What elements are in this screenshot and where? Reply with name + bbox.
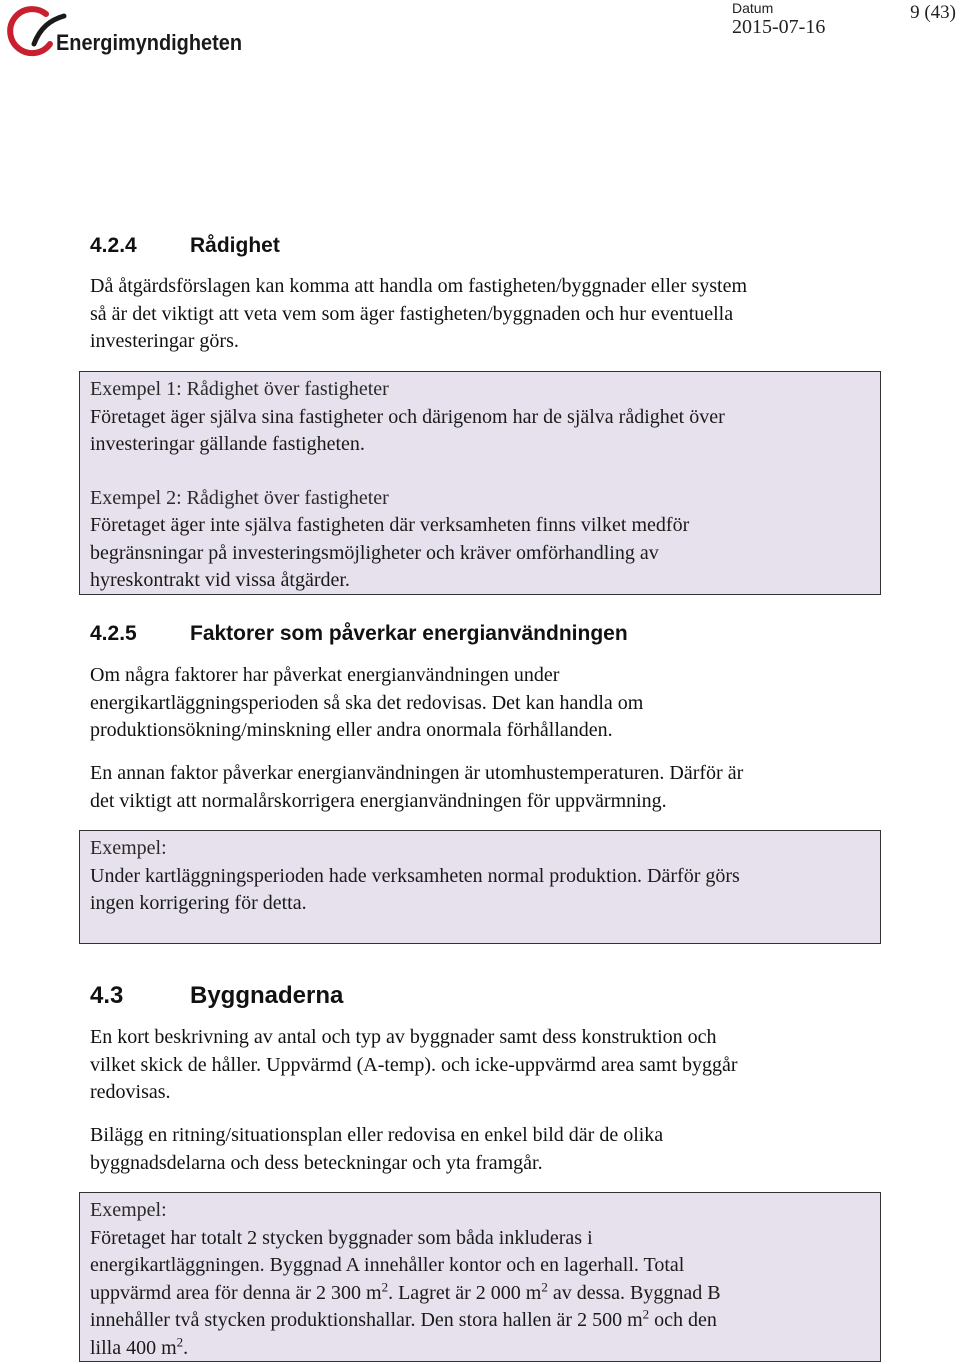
text-segment: och den [649, 1309, 717, 1331]
example-box-production [79, 830, 881, 944]
text-line: En kort beskrivning av antal och typ av byggnader samt dess konstruktion och [90, 1026, 717, 1048]
superscript: 2 [381, 1278, 389, 1294]
text-line [90, 1307, 870, 1335]
section-43-para-1 [90, 1024, 880, 1107]
text-segment: uppvärmd area för denna är 2 300 m [90, 1281, 382, 1304]
example-2-title: Exempel 2: Rådighet över fastigheter [90, 486, 389, 509]
text-line [90, 1335, 870, 1363]
heading-4-2-5 [90, 622, 628, 646]
text-line: Bilägg en ritning/situationsplan eller redovisa en enkel bild där de olika [90, 1124, 664, 1146]
heading-number: 4.2.5 [90, 622, 137, 645]
section-425-para-2 [90, 760, 880, 815]
text-segment: av dessa. Byggnad B [547, 1281, 721, 1304]
superscript: 2 [541, 1278, 548, 1294]
example-box-buildings [79, 1192, 881, 1362]
example-title: Exempel: [90, 1199, 167, 1221]
heading-4-3 [90, 982, 343, 1010]
text-line: så är det viktigt att veta vem som äger fastigheten/byggnaden och hur eventuella [90, 302, 734, 325]
text-line [90, 1280, 870, 1308]
text-line: Då åtgärdsförslagen kan komma att handla om fastigheten/byggnader eller system [90, 275, 748, 297]
text-line: Under kartläggningsperioden hade verksamheten normal produktion. Därför görs [90, 864, 740, 887]
text-line: det viktigt att normalårskorrigera energianvändningen för uppvärmning. [90, 789, 667, 812]
text-segment: innehåller två stycken produktionshallar. Den stora hallen är 2 500 m [90, 1309, 643, 1331]
text-line: energikartläggningen. Byggnad A innehåller kontor och en lagerhall. Total [90, 1254, 685, 1276]
example-box-radighet [79, 371, 881, 595]
text-line: energikartläggningsperioden så ska det redovisas. Det kan handla om [90, 691, 644, 714]
text-line: En annan faktor påverkar energianvändningen är utomhustemperaturen. Därför är [90, 762, 744, 784]
text-line: redovisas. [90, 1081, 171, 1103]
energimyndigheten-logo [6, 4, 246, 58]
heading-4-2-4 [90, 234, 280, 258]
superscript: 2 [176, 1333, 184, 1349]
section-424-body [90, 273, 880, 356]
heading-number: 4.3 [90, 982, 124, 1009]
heading-number: 4.2.4 [90, 234, 137, 257]
text-segment: . Lagret är 2 000 m [388, 1281, 542, 1304]
text-segment: . [183, 1336, 189, 1359]
logo-wordmark: Energimyndigheten [56, 30, 242, 55]
page-header [0, 0, 960, 70]
text-line: ingen korrigering för detta. [90, 892, 307, 914]
text-segment: lilla 400 m [90, 1336, 177, 1359]
page-number: 9 (43) [910, 2, 956, 23]
text-line: investeringar gällande fastigheten. [90, 433, 365, 455]
text-line: Företaget har totalt 2 stycken byggnader som båda inkluderas i [90, 1226, 593, 1249]
date-label: Datum [732, 0, 774, 16]
date-value: 2015-07-16 [732, 16, 826, 38]
superscript: 2 [642, 1306, 650, 1322]
section-43-para-2 [90, 1122, 880, 1177]
example-1-title: Exempel 1: Rådighet över fastigheter [90, 378, 389, 400]
text-line: byggnadsdelarna och dess beteckningar och yta framgår. [90, 1151, 543, 1174]
text-line: hyreskontrakt vid vissa åtgärder. [90, 569, 350, 591]
text-line: Företaget äger inte själva fastigheten där verksamheten finns vilket medför [90, 514, 690, 536]
text-line: investeringar görs. [90, 330, 239, 352]
text-line: vilket skick de håller. Uppvärmd (A-temp). och icke-uppvärmd area samt byggår [90, 1053, 738, 1076]
section-425-para-1 [90, 662, 880, 745]
heading-title: Rådighet [190, 234, 280, 257]
text-line: Företaget äger själva sina fastigheter och därigenom har de själva rådighet över [90, 405, 725, 428]
text-line: produktionsökning/minskning eller andra onormala förhållanden. [90, 719, 613, 741]
text-line: Om några faktorer har påverkat energianvändningen under [90, 664, 560, 686]
heading-title: Faktorer som påverkar energianvändningen [190, 622, 628, 645]
example-title: Exempel: [90, 837, 167, 859]
text-line: begränsningar på investeringsmöjligheter och kräver omförhandling av [90, 541, 659, 564]
heading-title: Byggnaderna [190, 982, 344, 1009]
